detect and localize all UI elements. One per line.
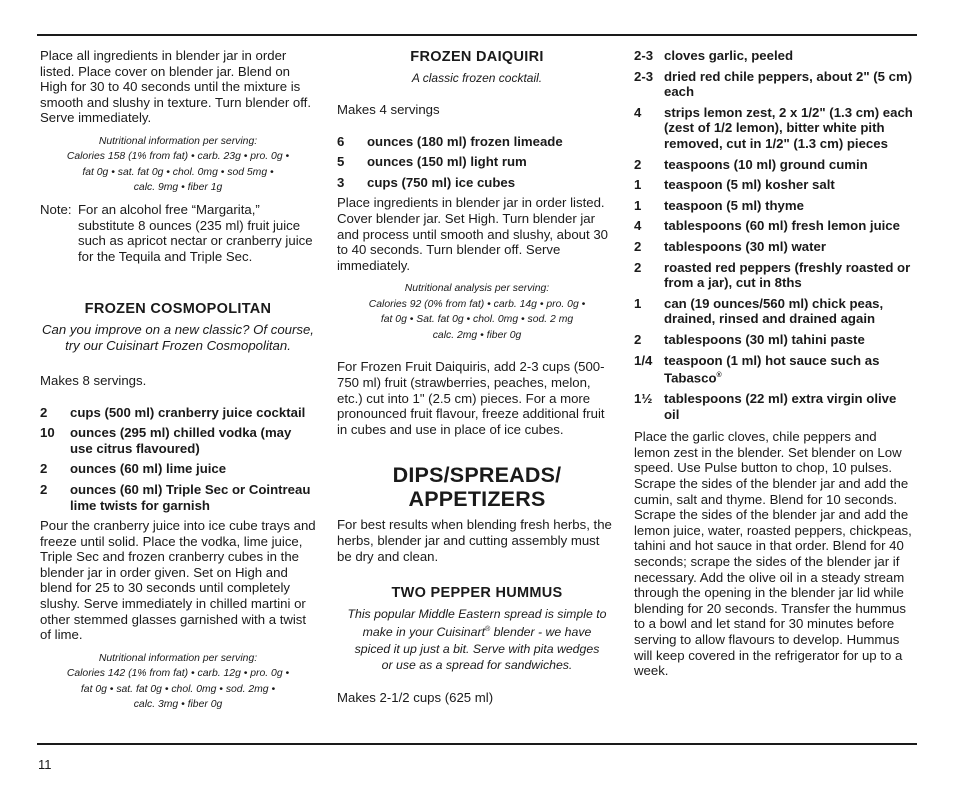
nutrition-line: calc. 3mg • fiber 0g [133, 699, 223, 711]
ingredient-qty: 2-3 [634, 48, 654, 63]
nutrition-line: calc. 9mg • fiber 1g [133, 182, 223, 194]
daiquiri-yield: Makes 4 servings [337, 102, 440, 118]
column-1 [40, 48, 316, 719]
ingredient-qty: 5 [337, 154, 345, 170]
ingredient-row [634, 177, 914, 193]
subtitle-part: blender - we have [490, 625, 592, 640]
ingredient-qty: 10 [40, 425, 55, 441]
ingredient-qty: 2 [634, 331, 642, 347]
alcohol-free-note [40, 202, 316, 264]
bottom-rule [37, 743, 917, 745]
ingredient-text: tablespoons (30 ml) water [664, 238, 826, 254]
subtitle-line: spiced it up just a bit. Serve with pita wedges [354, 641, 600, 656]
ingredient-text: ounces (60 ml) Triple Sec or Cointreau lime twists for garnish [70, 481, 311, 513]
subtitle-line: or use as a spread for sandwiches. [381, 658, 573, 673]
nutrition-line: Calories 158 (1% from fat) • carb. 23g • pro. 0g • [66, 151, 290, 163]
ingredient-row [40, 461, 316, 477]
column-3 [634, 48, 914, 679]
subtitle-line: try our Cuisinart Frozen Cosmopolitan. [65, 338, 291, 354]
page-number: 11 [38, 757, 52, 772]
ingredient-qty: 6 [337, 133, 345, 149]
ingredient-row [40, 482, 316, 513]
ingredient-row [337, 175, 617, 191]
daiquiri-method: Place ingredients in blender jar in order listed. Cover blender jar. Set High. Turn blender jar and process until smooth and slushy, about 30 to 40 seconds. Turn blender off. Serve immediately. [337, 195, 608, 273]
ingredient-qty: 2-3 [634, 68, 654, 84]
ingredient-qty: 4 [634, 104, 642, 120]
daiquiri-subtitle: A classic frozen cocktail. [411, 70, 543, 85]
ingredient-row [634, 48, 914, 64]
subtitle-part: make in your Cuisinart [362, 625, 485, 640]
cosmopolitan-title: FROZEN COSMOPOLITAN [84, 301, 272, 318]
ingredient-text: cups (500 ml) cranberry juice cocktail [70, 404, 306, 420]
ingredient-text: tablespoons (60 ml) fresh lemon juice [664, 218, 900, 234]
ingredient-text: tablespoons (22 ml) extra virgin olive oil [664, 391, 897, 422]
ingredient-qty: 1½ [634, 391, 653, 407]
hummus-yield: Makes 2-1/2 cups (625 ml) [337, 689, 494, 705]
ingredient-text: ounces (180 ml) frozen limeade [367, 133, 563, 149]
nutrition-line: fat 0g • sat. fat 0g • chol. 0mg • sod. 2mg • [80, 683, 276, 695]
cosmopolitan-subtitle [40, 322, 316, 355]
ingredient-text: teaspoon (5 ml) kosher salt [664, 177, 835, 193]
registered-mark: ® [485, 626, 491, 634]
ingredient-text: cloves garlic, peeled [664, 48, 794, 63]
section-title-line: APPETIZERS [408, 487, 546, 512]
ingredient-text: ounces (295 ml) chilled vodka (may use citrus flavoured) [70, 425, 292, 456]
ingredient-row [634, 105, 914, 152]
ingredient-qty: 2 [634, 259, 642, 275]
ingredient-text [664, 353, 914, 387]
nutrition-line: Calories 142 (1% from fat) • carb. 12g • pro. 0g • [66, 668, 290, 680]
margarita-method: Place all ingredients in blender jar in order listed. Place cover on blender jar. Blend on High for 30 to 40 seconds until the mixture is smooth and slushy in texture. Turn blender off. Serve immediately. [40, 48, 311, 126]
ingredient-qty: 2 [40, 461, 48, 477]
ingredient-row [634, 69, 914, 100]
ingredient-row [40, 425, 316, 456]
subtitle-line: Can you improve on a new classic? Of course, [42, 321, 314, 337]
ingredient-text: strips lemon zest, 2 x 1/2" (1.3 cm) each (zest of 1/2 lemon), bitter white pith removed, cut in 1/2" (1.3 cm) pieces [664, 104, 913, 151]
nutrition-info-daiquiri [337, 281, 617, 343]
hummus-method: Place the garlic cloves, chile peppers and lemon zest in the blender. Set blender on Low speed. Use Pulse button to chop, 10 pulses. Scrape the sides of the blender jar and add the cumin, salt and thyme. Blend for 10 seconds. Scrape the sides of the blender jar and add the lemon juice, water, roasted peppers, chickpeas, tahini and hot sauce in that order. Blend for 40 seconds; scrape the sides of the blender jar if necessary. Add the olive oil in a steady stream through the opening in the blender jar lid while blending for 20 seconds. Transfer the hummus to a bowl and let stand for 30 minutes before serving to allow flavours to develop. Hummus will keep covered in the refrigerator for up to a week. [634, 429, 912, 679]
nutrition-info-cosmopolitan [40, 651, 316, 713]
ingredient-qty: 1 [634, 295, 642, 311]
ingredient-row [634, 391, 914, 422]
nutrition-line: fat 0g • Sat. fat 0g • chol. 0mg • sod. 2 mg [380, 314, 574, 326]
section-intro: For best results when blending fresh herbs, the herbs, blender jar and cutting assembly must be dry and clean. [337, 517, 612, 564]
nutrition-line: calc. 2mg • fiber 0g [432, 329, 522, 341]
ingredient-row [634, 198, 914, 214]
ingredient-text-part: teaspoon (1 ml) hot sauce such as Tabasco [664, 352, 880, 386]
ingredient-qty: 2 [634, 156, 642, 172]
fruit-daiquiri-note: For Frozen Fruit Daiquiris, add 2-3 cups (500-750 ml) fruit (strawberries, peaches, melon, etc.) cut into 1" (2.5 cm) pieces. For a more pronounced fruit flavour, freeze additional fruit in cubes and use in place of ice cubes. [337, 359, 605, 437]
ingredient-qty: 1 [634, 177, 642, 193]
ingredient-qty: 1/4 [634, 352, 653, 368]
hummus-title: TWO PEPPER HUMMUS [391, 585, 563, 602]
ingredient-text: can (19 ounces/560 ml) chick peas, drained, rinsed and drained again [664, 295, 884, 327]
section-title [337, 463, 617, 511]
ingredient-row [634, 218, 914, 234]
nutrition-line: fat 0g • sat. fat 0g • chol. 0mg • sod 5mg • [82, 166, 274, 178]
ingredient-row [634, 353, 914, 387]
ingredient-row [634, 332, 914, 348]
ingredient-text: ounces (150 ml) light rum [367, 154, 527, 170]
note-label: Note: [40, 201, 72, 217]
ingredient-row [337, 134, 617, 150]
registered-mark: ® [716, 372, 722, 380]
ingredient-row [634, 260, 914, 291]
ingredient-qty: 2 [40, 481, 48, 497]
ingredient-text: teaspoon (5 ml) thyme [664, 197, 804, 213]
ingredient-qty: 2 [40, 404, 48, 420]
ingredient-text: ounces (60 ml) lime juice [70, 461, 227, 477]
ingredient-row [337, 154, 617, 170]
ingredient-text: roasted red peppers (freshly roasted or from a jar), cut in 8ths [664, 259, 911, 291]
daiquiri-title: FROZEN DAIQUIRI [410, 49, 544, 65]
cosmopolitan-yield: Makes 8 servings. [40, 372, 147, 388]
subtitle-line: This popular Middle Eastern spread is simple to [347, 606, 607, 621]
ingredient-text: teaspoons (10 ml) ground cumin [664, 156, 868, 172]
ingredient-row [40, 405, 316, 421]
ingredient-qty: 4 [634, 218, 642, 234]
nutrition-heading: Nutritional information per serving: [98, 135, 258, 147]
ingredient-text: cups (750 ml) ice cubes [367, 174, 516, 190]
column-2 [337, 48, 617, 705]
ingredient-row [634, 157, 914, 173]
ingredient-qty: 1 [634, 197, 642, 213]
cosmopolitan-method: Pour the cranberry juice into ice cube trays and freeze until solid. Place the vodka, lime juice, Triple Sec and frozen cranberry cubes in the blender jar in order given. Set on High and blend for 25 to 30 seconds until completely slushy. Serve immediately in chilled martini or other stemmed glasses garnished with a twist of lime. [40, 518, 316, 643]
ingredient-qty: 2 [634, 238, 642, 254]
ingredient-text: tablespoons (30 ml) tahini paste [664, 331, 865, 347]
ingredient-qty: 3 [337, 174, 345, 190]
nutrition-info-margarita [40, 134, 316, 196]
section-title-line: DIPS/SPREADS/ [392, 463, 562, 488]
ingredient-row [634, 296, 914, 327]
subtitle-line [337, 622, 617, 641]
hummus-subtitle [337, 606, 617, 674]
note-text: For an alcohol free “Margarita,” substitute 8 ounces (235 ml) fruit juice such as apricot nectar or cranberry juice for the Tequila and Triple Sec. [78, 201, 313, 264]
ingredient-text: dried red chile peppers, about 2" (5 cm) each [664, 68, 913, 100]
nutrition-heading: Nutritional analysis per serving: [404, 283, 550, 295]
nutrition-line: Calories 92 (0% from fat) • carb. 14g • pro. 0g • [368, 298, 586, 310]
nutrition-heading: Nutritional information per serving: [98, 652, 258, 664]
ingredient-row [634, 239, 914, 255]
top-rule [37, 34, 917, 36]
